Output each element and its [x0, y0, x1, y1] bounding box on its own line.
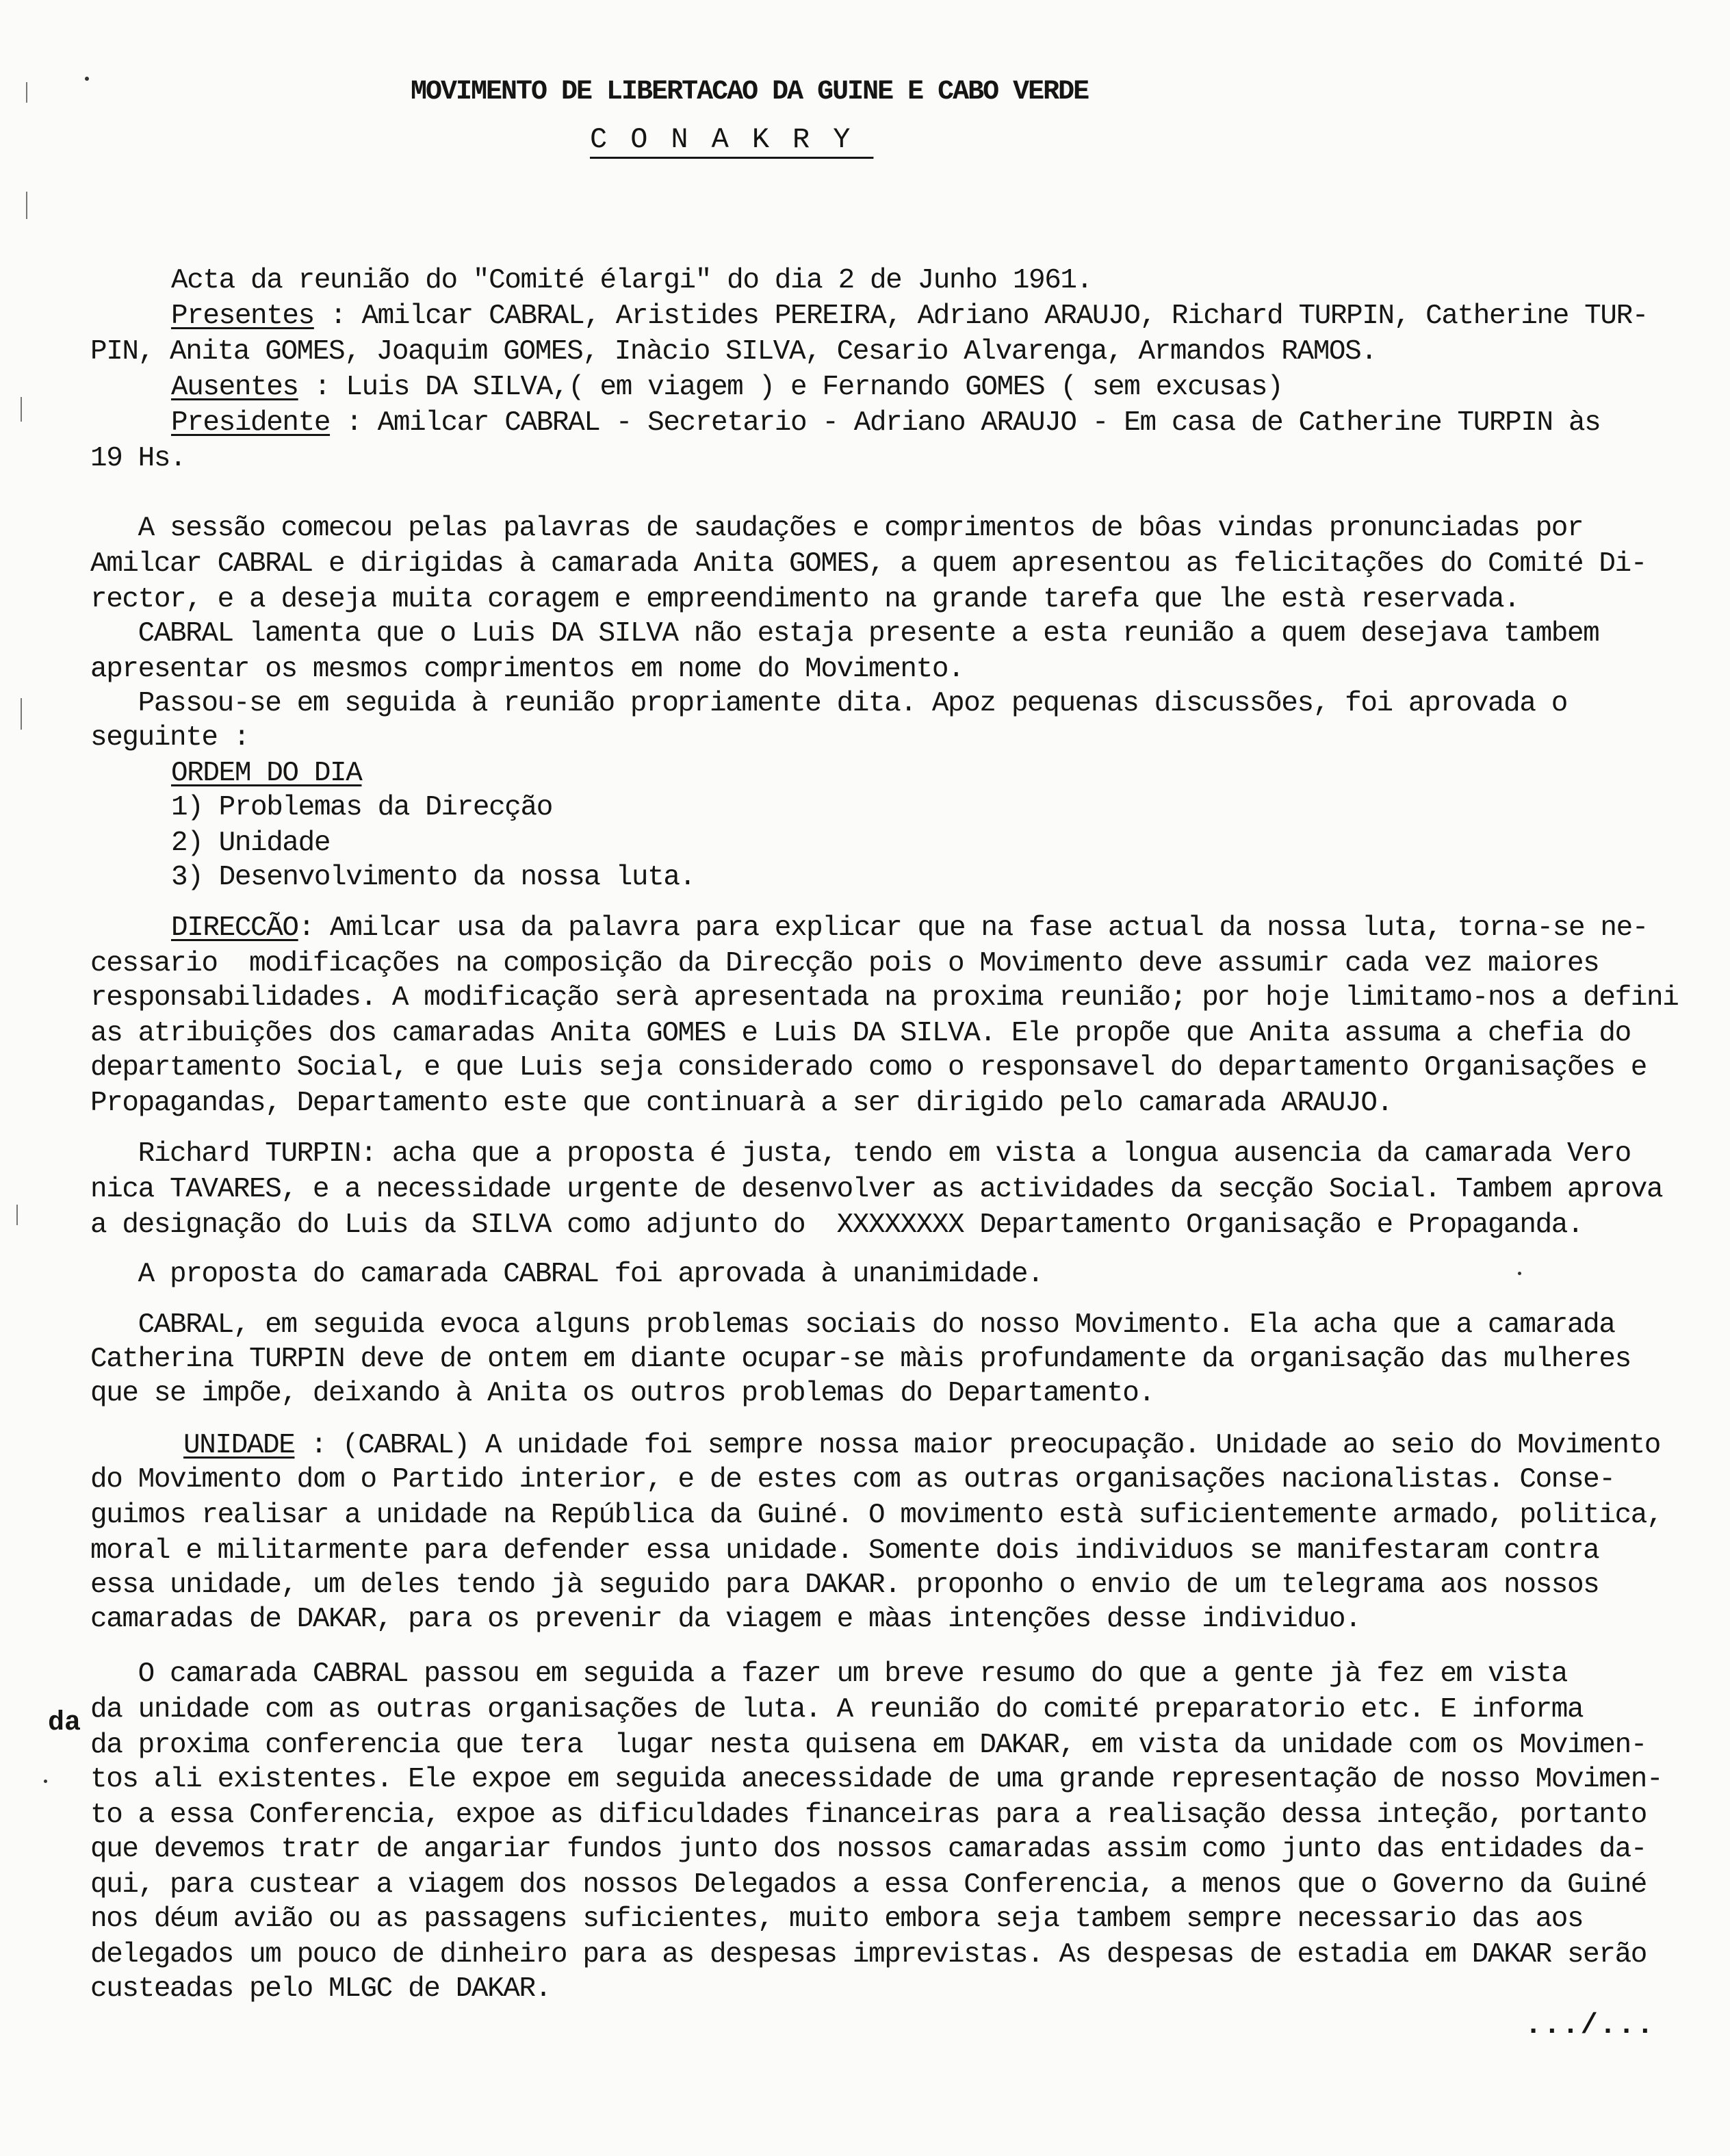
- agenda-heading: ORDEM DO DIA: [171, 758, 362, 789]
- paragraph-line: tos ali existentes. Ele expoe em seguida anecessidade de uma grande representação de nosso Movimen-: [90, 1764, 1663, 1795]
- unidade-line: [183, 1428, 1660, 1463]
- paragraph-line: nica TAVARES, e a necessidade urgente de desenvolver as actividades da secção Social. Tambem aprova: [90, 1174, 1663, 1205]
- paragraph-line: qui, para custear a viagem dos nossos Delegados a essa Conferencia, a menos que o Governo da Guiné: [90, 1869, 1647, 1901]
- paragraph-line: responsabilidades. A modificação serà apresentada na proxima reunião; por hoje limitamo-nos a defini: [90, 982, 1679, 1014]
- ausentes-line: [171, 370, 1282, 405]
- paragraph-line: cessario modificações na composição da Direcção pois o Movimento deve assumir cada vez maiores: [90, 948, 1599, 979]
- direccao-line: [171, 910, 1648, 946]
- presentes-line: [171, 298, 1648, 334]
- intro-line: Acta da reunião do "Comité élargi" do dia 2 de Junho 1961.: [171, 265, 1092, 296]
- ausentes-label: Ausentes: [171, 372, 298, 403]
- paragraph-line: moral e militarmente para defender essa unidade. Somente dois individuos se manifestaram contra: [90, 1535, 1599, 1567]
- approval-line: A proposta do camarada CABRAL foi aprovada à unanimidade.: [90, 1259, 1044, 1290]
- presentes-line-2: PIN, Anita GOMES, Joaquim GOMES, Inàcio SILVA, Cesario Alvarenga, Armandos RAMOS.: [90, 336, 1377, 368]
- agenda-item: 3) Desenvolvimento da nossa luta.: [171, 862, 695, 893]
- ausentes-text: : Luis DA SILVA,( em viagem ) e Fernando GOMES ( sem excusas): [298, 372, 1283, 403]
- paragraph-line: Richard TURPIN: acha que a proposta é justa, tendo em vista a longua ausencia da camarada Vero: [90, 1138, 1631, 1170]
- paragraph-line: essa unidade, um deles tendo jà seguido para DAKAR. proponho o envio de um telegrama aos nossos: [90, 1569, 1599, 1601]
- paragraph-line: CABRAL, em seguida evoca alguns problemas sociais do nosso Movimento. Ela acha que a camarada: [90, 1309, 1615, 1341]
- paragraph-line: nos déum avião ou as passagens suficientes, muito embora seja tambem sempre necessario das aos: [90, 1903, 1584, 1935]
- scan-speck: [1518, 1272, 1521, 1275]
- paragraph-line: Amilcar CABRAL e dirigidas à camarada Anita GOMES, a quem apresentou as felicitações do Comité Di-: [90, 548, 1647, 580]
- scan-edge-mark: [21, 397, 22, 422]
- organization-title: MOVIMENTO DE LIBERTACAO DA GUINE E CABO VERDE: [411, 77, 1089, 107]
- margin-note: da: [48, 1708, 81, 1738]
- paragraph-line: guimos realisar a unidade na República da Guiné. O movimento està suficientemente armado, politica,: [90, 1500, 1663, 1531]
- paragraph-line: A sessão comecou pelas palavras de saudações e comprimentos de bôas vindas pronunciadas por: [90, 513, 1584, 544]
- city-heading: CONAKRY: [590, 123, 874, 156]
- paragraph-line: departamento Social, e que Luis seja considerado como o responsavel do departamento Organisações e: [90, 1052, 1647, 1083]
- presidente-text: : Amilcar CABRAL - Secretario - Adriano ARAUJO - Em casa de Catherine TURPIN às: [330, 407, 1601, 439]
- scan-edge-mark: [26, 192, 27, 219]
- scan-speck: [44, 1780, 47, 1783]
- continuation-mark: .../...: [1525, 2009, 1655, 2042]
- unidade-text: : (CABRAL) A unidade foi sempre nossa maior preocupação. Unidade ao seio do Movimento: [294, 1430, 1660, 1461]
- paragraph-line: que devemos tratr de angariar fundos junto dos nossos camaradas assim como junto das entidades da-: [90, 1834, 1647, 1865]
- presentes-text: : Amilcar CABRAL, Aristides PEREIRA, Adriano ARAUJO, Richard TURPIN, Catherine TUR-: [313, 300, 1648, 332]
- agenda-item: 2) Unidade: [171, 827, 331, 859]
- paragraph-line: as atribuições dos camaradas Anita GOMES e Luis DA SILVA. Ele propõe que Anita assuma a chefia do: [90, 1018, 1631, 1049]
- scan-edge-mark: [21, 698, 22, 730]
- direccao-text: : Amilcar usa da palavra para explicar que na fase actual da nossa luta, torna-se ne-: [298, 912, 1648, 944]
- paragraph-line: apresentar os mesmos comprimentos em nome do Movimento.: [90, 654, 964, 685]
- paragraph-line: custeadas pelo MLGC de DAKAR.: [90, 1973, 551, 2005]
- paragraph-line: da unidade com as outras organisações de luta. A reunião do comité preparatorio etc. E informa: [90, 1694, 1584, 1725]
- paragraph-line: do Movimento dom o Partido interior, e de estes com as outras organisações nacionalistas. Conse-: [90, 1464, 1615, 1496]
- paragraph-line: rector, e a deseja muita coragem e empreendimento na grande tarefa que lhe està reservada.: [90, 584, 1520, 615]
- paragraph-line: que se impõe, deixando à Anita os outros problemas do Departamento.: [90, 1378, 1154, 1409]
- presidente-line-2: 19 Hs.: [90, 443, 186, 474]
- paragraph-line: delegados um pouco de dinheiro para as despesas imprevistas. As despesas de estadia em DAKAR serão: [90, 1939, 1647, 1971]
- scan-edge-mark: [26, 82, 27, 103]
- presidente-line: [171, 405, 1600, 441]
- presentes-label: Presentes: [171, 300, 314, 332]
- paragraph-line: da proxima conferencia que tera lugar nesta quisena em DAKAR, em vista da unidade com os Movimen-: [90, 1730, 1647, 1761]
- direccao-label: DIRECCÃO: [171, 912, 298, 944]
- paragraph-line: Propagandas, Departamento este que continuarà a ser dirigido pelo camarada ARAUJO.: [90, 1088, 1393, 1119]
- paragraph-line: to a essa Conferencia, expoe as dificuldades financeiras para a realisação dessa inteção, portanto: [90, 1799, 1647, 1831]
- scan-edge-mark: [16, 1205, 18, 1225]
- scan-speck: [85, 77, 89, 81]
- presidente-label: Presidente: [171, 407, 331, 439]
- paragraph-line: Catherina TURPIN deve de ontem em diante ocupar-se màis profundamente da organisação das mulheres: [90, 1344, 1631, 1375]
- unidade-label: UNIDADE: [183, 1430, 295, 1461]
- paragraph-line: O camarada CABRAL passou em seguida a fazer um breve resumo do que a gente jà fez em vista: [90, 1658, 1567, 1690]
- agenda-item: 1) Problemas da Direcção: [171, 792, 552, 823]
- paragraph-line: a designação do Luis da SILVA como adjunto do XXXXXXXX Departamento Organisação e Propaganda.: [90, 1209, 1584, 1241]
- paragraph-line: camaradas de DAKAR, para os prevenir da viagem e màas intenções desse individuo.: [90, 1604, 1361, 1635]
- paragraph-line: CABRAL lamenta que o Luis DA SILVA não estaja presente a esta reunião a quem desejava tambem: [90, 618, 1599, 650]
- paragraph-line: Passou-se em seguida à reunião propriamente dita. Apoz pequenas discussões, foi aprovada o: [90, 688, 1567, 719]
- paragraph-line: seguinte :: [90, 722, 250, 754]
